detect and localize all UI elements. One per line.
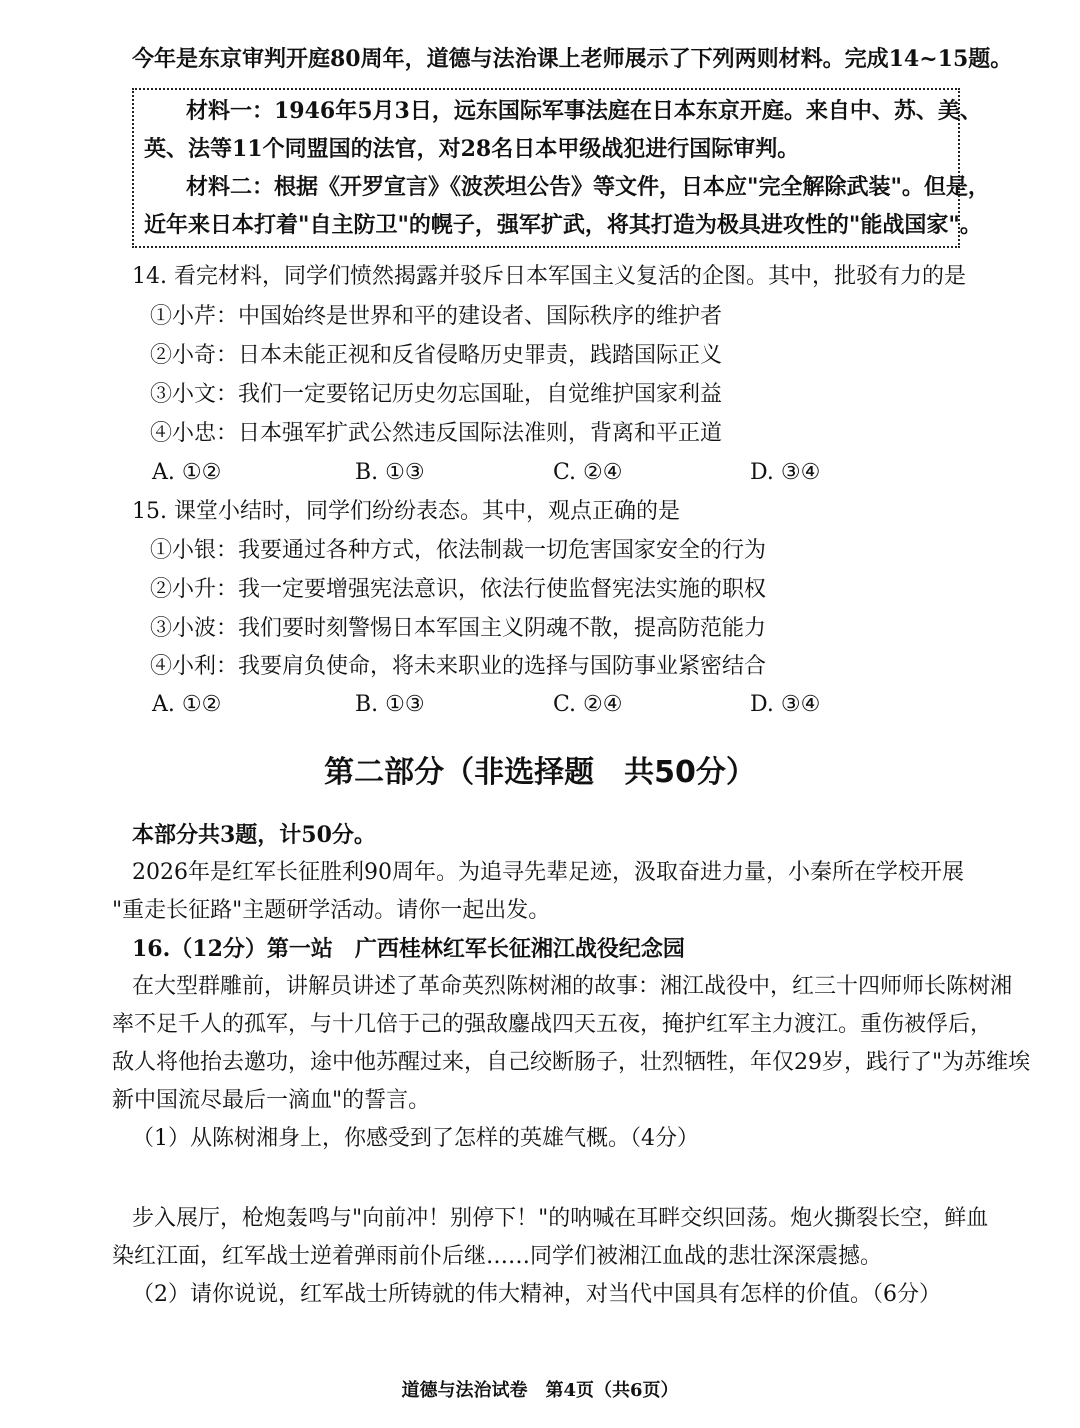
question-16-subquestion-1: （1）从陈树湘身上，你感受到了怎样的英雄气概。（4分） — [132, 1126, 699, 1151]
question-14-option-1: ①小芹：中国始终是世界和平的建设者、国际秩序的维护者 — [150, 304, 723, 329]
question-16-para1-line-3: 敌人将他抬去邀功，途中他苏醒过来，自己绞断肠子，壮烈牺牲，年仅29岁，践行了"为苏维埃 — [112, 1050, 1031, 1075]
question-16-subquestion-2: （2）请你说说，红军战士所铸就的伟大精神，对当代中国具有怎样的价值。（6分） — [132, 1282, 941, 1307]
question-16-para1-line-2: 率不足千人的孤军，与十几倍于己的强敌鏖战四天五夜，掩护红军主力渡江。重伤被俘后， — [112, 1012, 993, 1037]
question-16-para1-line-4: 新中国流尽最后一滴血"的誓言。 — [112, 1088, 431, 1113]
material-one-line-2: 英、法等11个同盟国的法官，对28名日本甲级战犯进行国际审判。 — [144, 136, 800, 162]
material-two-line-1: 材料二：根据《开罗宣言》《波茨坦公告》等文件，日本应"完全解除武装"。但是， — [186, 174, 990, 200]
question-15-option-4: ④小利：我要肩负使命，将未来职业的选择与国防事业紧密结合 — [150, 654, 767, 679]
section-title: 第二部分（非选择题 共50分） — [324, 755, 756, 790]
question-14-option-4: ④小忠：日本强军扩武公然违反国际法准则，背离和平正道 — [150, 421, 723, 446]
question-15-option-3: ③小波：我们要时刻警惕日本军国主义阴魂不散，提高防范能力 — [150, 616, 767, 641]
material-two-line-2: 近年来日本打着"自主防卫"的幌子，强军扩武，将其打造为极具进攻性的"能战国家"。 — [144, 212, 982, 238]
question-15-choice-d: D. ③④ — [750, 692, 821, 717]
part2-summary: 本部分共3题，计50分。 — [132, 822, 376, 848]
question-15-option-1: ①小银：我要通过各种方式，依法制裁一切危害国家安全的行为 — [150, 538, 767, 563]
question-14-choice-a: A. ①② — [152, 460, 222, 485]
question-14-choice-b: B. ①③ — [355, 460, 425, 485]
question-16-heading: 16.（12分）第一站 广西桂林红军长征湘江战役纪念园 — [132, 936, 685, 962]
question-15-choice-a: A. ①② — [152, 692, 222, 717]
question-16-para2-line-1: 步入展厅，枪炮轰鸣与"向前冲！别停下！"的呐喊在耳畔交织回荡。炮火撕裂长空，鲜血 — [132, 1206, 989, 1231]
question-15-choice-c: C. ②④ — [553, 692, 623, 717]
question-14-option-3: ③小文：我们一定要铭记历史勿忘国耻，自觉维护国家利益 — [150, 382, 723, 407]
question-14-option-2: ②小奇：日本未能正视和反省侵略历史罪责，践踏国际正义 — [150, 343, 723, 368]
material-one-line-1: 材料一：1946年5月3日，远东国际军事法庭在日本东京开庭。来自中、苏、美、 — [186, 98, 982, 124]
question-14-choice-c: C. ②④ — [553, 460, 623, 485]
question-16-para1-line-1: 在大型群雕前，讲解员讲述了革命英烈陈树湘的故事：湘江战役中，红三十四师师长陈树湘 — [132, 974, 1013, 999]
page-footer: 道德与法治试卷 第4页（共6页） — [401, 1380, 679, 1401]
part2-background-line-2: "重走长征路"主题研学活动。请你一起出发。 — [112, 898, 551, 923]
question-14-stem: 14. 看完材料，同学们愤然揭露并驳斥日本军国主义复活的企图。其中，批驳有力的是 — [132, 264, 966, 289]
question-14-choice-d: D. ③④ — [750, 460, 821, 485]
part2-background-line-1: 2026年是红军长征胜利90周年。为追寻先辈足迹，汲取奋进力量，小秦所在学校开展 — [132, 860, 964, 885]
question-15-choice-b: B. ①③ — [355, 692, 425, 717]
question-15-option-2: ②小升：我一定要增强宪法意识，依法行使监督宪法实施的职权 — [150, 577, 767, 602]
intro-text: 今年是东京审判开庭80周年，道德与法治课上老师展示了下列两则材料。完成14~15题。 — [132, 46, 1013, 72]
question-16-para2-line-2: 染红江面，红军战士逆着弹雨前仆后继……同学们被湘江血战的悲壮深深震撼。 — [112, 1244, 883, 1269]
question-15-stem: 15. 课堂小结时，同学们纷纷表态。其中，观点正确的是 — [132, 499, 680, 524]
